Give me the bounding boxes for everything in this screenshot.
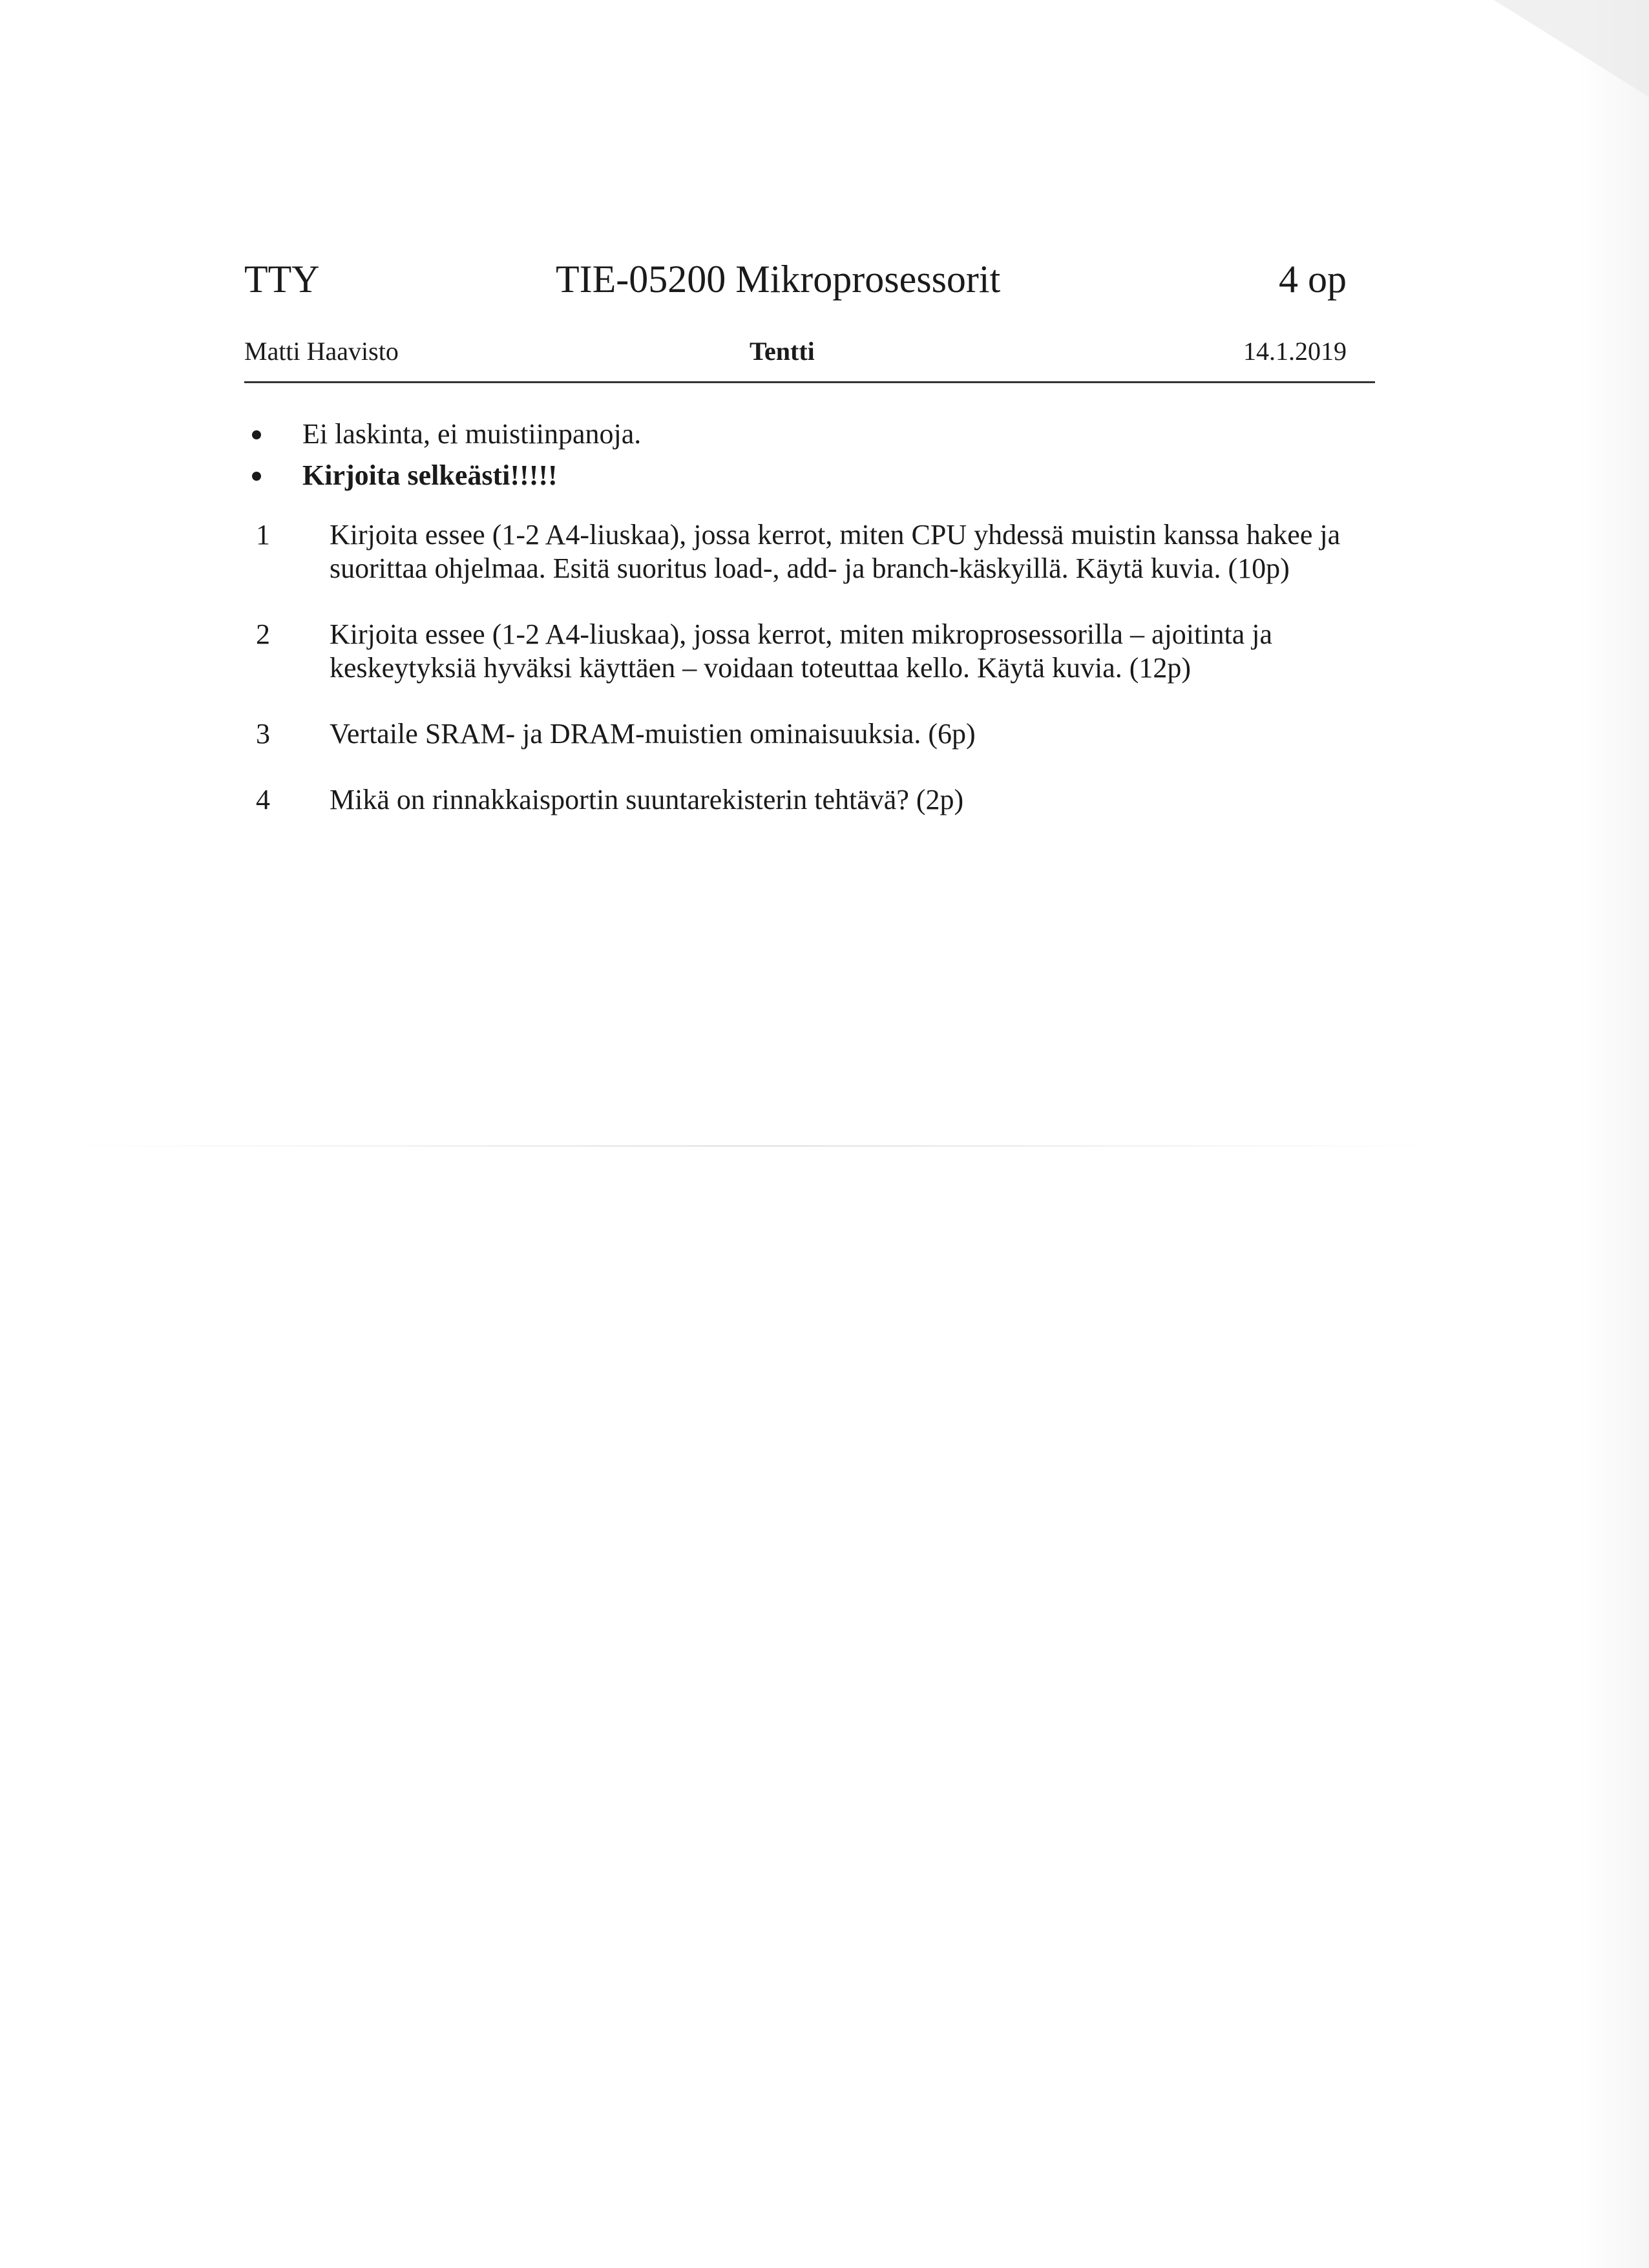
header-top-row — [244, 257, 1347, 302]
instruction-text: Kirjoita selkeästi!!!!! — [302, 459, 558, 491]
exam-date: 14.1.2019 — [1243, 337, 1347, 366]
teacher-name: Matti Haavisto — [244, 337, 399, 366]
question-number: 2 — [256, 618, 270, 650]
bullet-icon — [252, 430, 261, 439]
question-text: Kirjoita essee (1-2 A4-liuskaa), jossa kerrot, miten CPU yhdessä muistin kanssa hakee ja suorittaa ohjelmaa. Esitä suoritus load-, add- ja branch-käskyillä. Käytä kuvia. (10p) — [330, 519, 1341, 584]
instruction-item — [252, 414, 641, 455]
corner-fold — [1494, 0, 1649, 97]
question-text: Vertaile SRAM- ja DRAM-muistien ominaisuuksia. (6p) — [330, 718, 976, 750]
question-item — [256, 783, 1367, 817]
question-text: Mikä on rinnakkaisportin suuntarekisterin tehtävä? (2p) — [330, 784, 964, 815]
instruction-text: Ei laskinta, ei muistiinpanoja. — [302, 418, 642, 450]
credits: 4 op — [1279, 258, 1347, 300]
exam-type: Tentti — [750, 337, 815, 366]
course-title: TIE-05200 Mikroprosessorit — [556, 258, 1001, 300]
question-item — [256, 717, 1367, 751]
questions-list — [256, 518, 1367, 849]
question-item — [256, 618, 1367, 685]
scan-artifact-line — [78, 1145, 1434, 1147]
question-number: 4 — [256, 784, 270, 815]
question-number: 3 — [256, 718, 270, 750]
question-item — [256, 518, 1367, 585]
question-number: 1 — [256, 519, 270, 551]
header-sub-row — [244, 336, 1347, 366]
question-text: Kirjoita essee (1-2 A4-liuskaa), jossa kerrot, miten mikroprosessorilla – ajoitinta ja keskeytyksiä hyväksi käyttäen – voidaan toteuttaa kello. Käytä kuvia. (12p) — [330, 618, 1272, 684]
bullet-icon — [252, 472, 261, 481]
header-divider — [244, 381, 1375, 383]
instructions-list — [252, 414, 641, 496]
instruction-item — [252, 455, 641, 496]
scan-edge-shadow — [1578, 0, 1649, 2268]
institution: TTY — [244, 258, 320, 300]
